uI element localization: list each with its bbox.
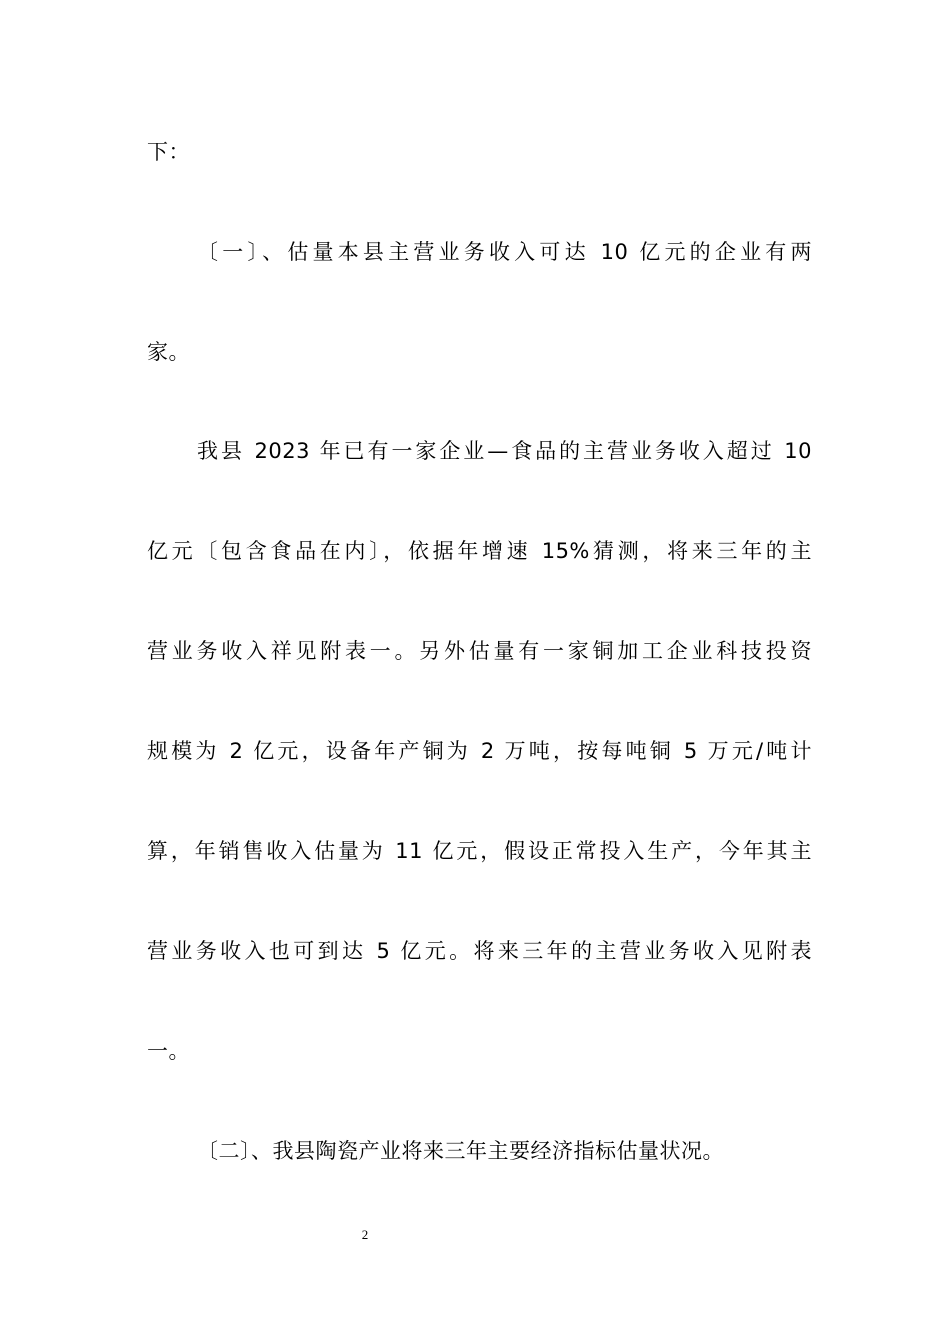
paragraph-line-7: 一。	[147, 1039, 190, 1063]
text-line-3: 家。	[147, 340, 190, 364]
paragraph-line-2: 亿元〔包含食品在内〕，依据年增速 15%猜测，将来三年的主	[147, 539, 812, 563]
paragraph-line-6: 营业务收入也可到达 5 亿元。将来三年的主营业务收入见附表	[147, 939, 812, 963]
paragraph-line-4: 规模为 2 亿元，设备年产铜为 2 万吨，按每吨铜 5 万元/吨计	[147, 739, 812, 763]
paragraph-line-3: 营业务收入祥见附表一。另外估量有一家铜加工企业科技投资	[147, 639, 812, 663]
page-number: 2	[361, 1227, 369, 1242]
paragraph-line-5: 算，年销售收入估量为 11 亿元，假设正常投入生产，今年其主	[147, 839, 812, 863]
text-line-1: 下：	[147, 140, 190, 164]
heading-section-1: 〔一〕、估量本县主营业务收入可达 10 亿元的企业有两	[197, 240, 812, 264]
heading-section-2: 〔二〕、我县陶瓷产业将来三年主要经济指标估量状况。	[197, 1139, 724, 1163]
paragraph-line-1: 我县 2023 年已有一家企业—食品的主营业务收入超过 10	[197, 439, 812, 463]
